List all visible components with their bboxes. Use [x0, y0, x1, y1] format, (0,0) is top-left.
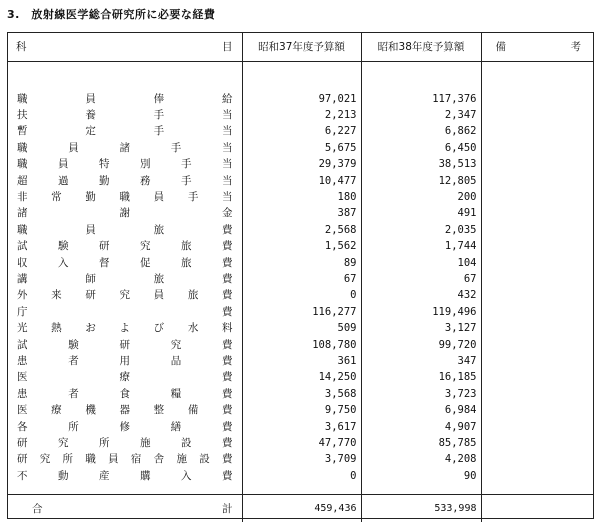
- table-row: [8, 418, 593, 434]
- row-year37: 89: [242, 254, 361, 270]
- row-year38: 4,907: [361, 418, 481, 434]
- row-year38: 432: [361, 287, 481, 303]
- row-remarks: [481, 140, 593, 156]
- row-item: [8, 91, 242, 107]
- row-remarks: [481, 402, 593, 418]
- row-remarks: [481, 304, 593, 320]
- total-row: [8, 494, 593, 522]
- row-year38: 12,805: [361, 172, 481, 188]
- table-header-row: [8, 33, 593, 61]
- row-year38: 200: [361, 189, 481, 205]
- row-item: [8, 467, 242, 483]
- header-item-left: 科: [16, 41, 27, 54]
- row-label: 医療費: [17, 371, 233, 384]
- row-item: [8, 222, 242, 238]
- row-remarks: [481, 222, 593, 238]
- header-remarks-right: 考: [570, 41, 581, 54]
- row-item: [8, 304, 242, 320]
- row-remarks: [481, 386, 593, 402]
- row-item: [8, 451, 242, 467]
- row-year37: 2,213: [242, 107, 361, 123]
- row-remarks: [481, 205, 593, 221]
- row-label: 外来研究員旅費: [17, 289, 233, 302]
- row-item: [8, 271, 242, 287]
- row-item: [8, 402, 242, 418]
- table-row: [8, 172, 593, 188]
- row-item: [8, 254, 242, 270]
- row-remarks: [481, 123, 593, 139]
- row-item: [8, 107, 242, 123]
- row-label: 庁費: [17, 305, 233, 318]
- row-label: 研究所職員宿舎施設費: [17, 453, 233, 466]
- row-year38: 38,513: [361, 156, 481, 172]
- row-remarks: [481, 91, 593, 107]
- row-label: 超過勤務手当: [17, 174, 233, 187]
- row-year37: 2,568: [242, 222, 361, 238]
- row-year37: 3,568: [242, 386, 361, 402]
- row-item: [8, 287, 242, 303]
- row-label: 暫定手当: [17, 125, 233, 138]
- row-year37: 29,379: [242, 156, 361, 172]
- row-year38: 16,185: [361, 369, 481, 385]
- table-row: [8, 320, 593, 336]
- row-remarks: [481, 353, 593, 369]
- row-year38: 2,035: [361, 222, 481, 238]
- row-remarks: [481, 271, 593, 287]
- total-year38: 533,998: [361, 494, 481, 522]
- table-row: [8, 402, 593, 418]
- table-row: [8, 353, 593, 369]
- row-year38: 491: [361, 205, 481, 221]
- row-label: 職員旅費: [17, 223, 233, 236]
- row-item: [8, 123, 242, 139]
- row-label: 患者用品費: [17, 354, 233, 367]
- table-row: [8, 336, 593, 352]
- table-row: [8, 287, 593, 303]
- row-label: 職員特別手当: [17, 158, 233, 171]
- row-year38: 117,376: [361, 91, 481, 107]
- total-year37: 459,436: [242, 494, 361, 522]
- row-year37: 116,277: [242, 304, 361, 320]
- total-label: [8, 494, 242, 522]
- header-year38: 昭和38年度予算額: [361, 33, 481, 61]
- row-item: [8, 386, 242, 402]
- row-label: 非常勤職員手当: [17, 191, 233, 204]
- table-row: [8, 123, 593, 139]
- row-year37: 3,617: [242, 418, 361, 434]
- row-year38: 3,723: [361, 386, 481, 402]
- row-remarks: [481, 254, 593, 270]
- row-label: 研究所施設費: [17, 436, 233, 449]
- row-label: 職員俸給: [17, 92, 233, 105]
- row-item: [8, 369, 242, 385]
- row-year38: 90: [361, 467, 481, 483]
- row-year38: 104: [361, 254, 481, 270]
- row-remarks: [481, 156, 593, 172]
- header-item: [8, 33, 242, 61]
- row-item: [8, 205, 242, 221]
- row-year38: 6,984: [361, 402, 481, 418]
- header-remarks-left: 備: [495, 41, 506, 54]
- row-year38: 85,785: [361, 435, 481, 451]
- row-year38: 6,450: [361, 140, 481, 156]
- table-row: [8, 222, 593, 238]
- row-item: [8, 156, 242, 172]
- row-year38: 6,862: [361, 123, 481, 139]
- row-label: 収入督促旅費: [17, 256, 233, 269]
- row-remarks: [481, 451, 593, 467]
- row-year38: 1,744: [361, 238, 481, 254]
- row-item: [8, 140, 242, 156]
- table-row: [8, 467, 593, 483]
- row-remarks: [481, 320, 593, 336]
- table-row: [8, 156, 593, 172]
- row-year37: 387: [242, 205, 361, 221]
- row-remarks: [481, 418, 593, 434]
- row-year37: 108,780: [242, 336, 361, 352]
- row-item: [8, 172, 242, 188]
- row-label: 試験研究旅費: [17, 240, 233, 253]
- row-year37: 3,709: [242, 451, 361, 467]
- row-year37: 0: [242, 467, 361, 483]
- row-year38: 99,720: [361, 336, 481, 352]
- page-title: 3. 放射線医学総合研究所に必要な経費: [7, 8, 216, 21]
- row-label: 患者食糧費: [17, 387, 233, 400]
- row-remarks: [481, 287, 593, 303]
- table-row: [8, 369, 593, 385]
- header-year37: 昭和37年度予算額: [242, 33, 361, 61]
- table-row: [8, 140, 593, 156]
- row-remarks: [481, 369, 593, 385]
- row-label: 不動産購入費: [17, 469, 233, 482]
- row-year37: 180: [242, 189, 361, 205]
- row-label: 扶養手当: [17, 109, 233, 122]
- row-year37: 5,675: [242, 140, 361, 156]
- row-item: [8, 418, 242, 434]
- row-year37: 361: [242, 353, 361, 369]
- row-remarks: [481, 435, 593, 451]
- table-row: [8, 386, 593, 402]
- row-item: [8, 189, 242, 205]
- row-year37: 509: [242, 320, 361, 336]
- table-row: [8, 451, 593, 467]
- table-row: [8, 205, 593, 221]
- table-row: [8, 189, 593, 205]
- total-remarks: [481, 494, 593, 522]
- row-item: [8, 238, 242, 254]
- row-year37: 97,021: [242, 91, 361, 107]
- row-year37: 0: [242, 287, 361, 303]
- row-year37: 6,227: [242, 123, 361, 139]
- header-item-right: 目: [222, 41, 233, 54]
- row-label: 諸謝金: [17, 207, 233, 220]
- row-year38: 67: [361, 271, 481, 287]
- row-year37: 1,562: [242, 238, 361, 254]
- table-row: [8, 107, 593, 123]
- row-item: [8, 320, 242, 336]
- row-remarks: [481, 189, 593, 205]
- row-remarks: [481, 336, 593, 352]
- row-remarks: [481, 172, 593, 188]
- row-label: 光熱および水料: [17, 322, 233, 335]
- header-remarks: [481, 33, 593, 61]
- table-row: [8, 238, 593, 254]
- row-label: 各所修繕費: [17, 420, 233, 433]
- budget-table: [7, 32, 594, 519]
- table-row: [8, 271, 593, 287]
- total-label-left: 合: [32, 503, 43, 516]
- row-remarks: [481, 107, 593, 123]
- row-item: [8, 353, 242, 369]
- row-label: 職員諸手当: [17, 141, 233, 154]
- row-remarks: [481, 467, 593, 483]
- row-year38: 347: [361, 353, 481, 369]
- total-label-right: 計: [222, 503, 233, 516]
- row-year38: 2,347: [361, 107, 481, 123]
- row-item: [8, 336, 242, 352]
- table-row: [8, 304, 593, 320]
- table-row: [8, 435, 593, 451]
- row-year37: 47,770: [242, 435, 361, 451]
- row-label: 医療機器整備費: [17, 404, 233, 417]
- row-label: 試験研究費: [17, 338, 233, 351]
- table-row: [8, 254, 593, 270]
- row-year37: 14,250: [242, 369, 361, 385]
- row-item: [8, 435, 242, 451]
- row-label: 講師旅費: [17, 272, 233, 285]
- row-year38: 119,496: [361, 304, 481, 320]
- row-year38: 3,127: [361, 320, 481, 336]
- row-year37: 9,750: [242, 402, 361, 418]
- row-remarks: [481, 238, 593, 254]
- table-row: [8, 91, 593, 107]
- row-year38: 4,208: [361, 451, 481, 467]
- row-year37: 67: [242, 271, 361, 287]
- row-year37: 10,477: [242, 172, 361, 188]
